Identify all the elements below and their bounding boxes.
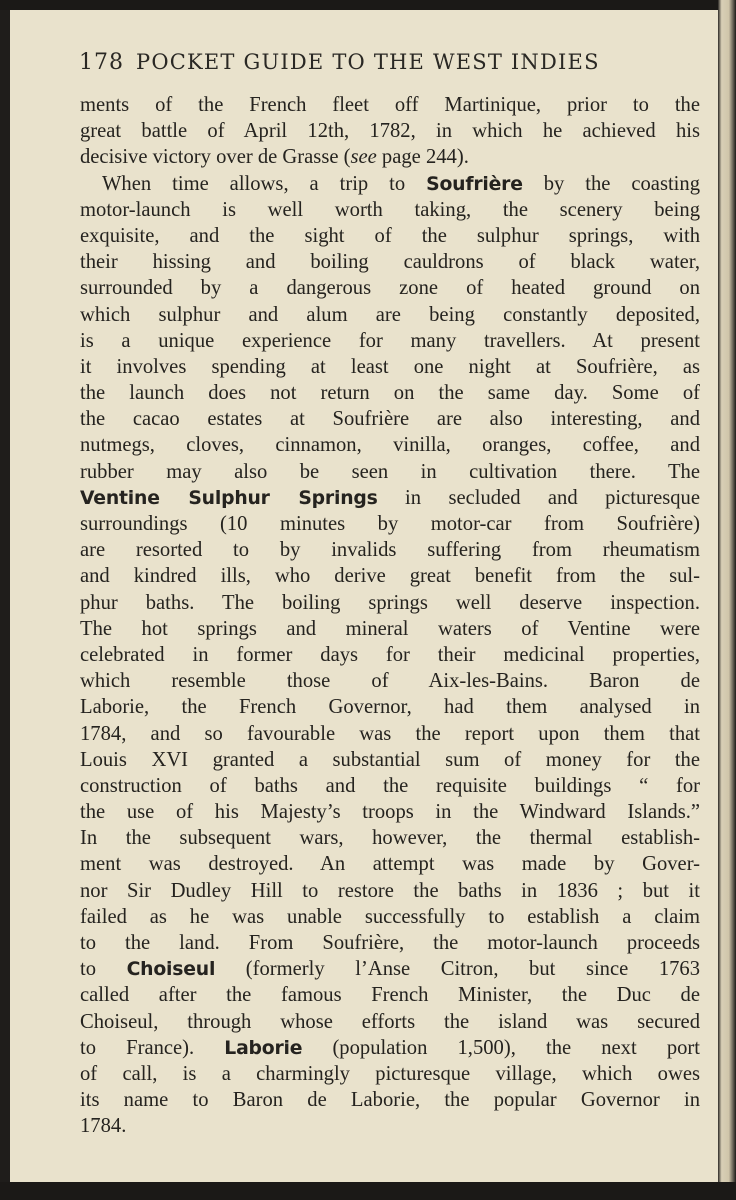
body-text [80, 92, 700, 1140]
text-line: Choiseul, through whose efforts the island was secured [80, 1010, 700, 1033]
running-title: POCKET GUIDE TO THE WEST INDIES [136, 50, 600, 74]
text-line: celebrated in former days for their medicinal properties, [80, 643, 700, 666]
text-line: the launch does not return on the same day. Some of [80, 382, 700, 405]
text-line: failed as he was unable successfully to establish a claim [80, 905, 700, 928]
text-line: their hissing and boiling cauldrons of black water, [80, 251, 700, 274]
text-line: When time allows, a trip to Soufrière by the coasting [102, 172, 700, 195]
text-line: to Choiseul (formerly l’Anse Citron, but since 1763 [80, 958, 701, 981]
text-line: nutmegs, cloves, cinnamon, vinilla, oranges, coffee, and [80, 434, 700, 457]
running-header [79, 50, 700, 75]
text-line: ments of the French fleet off Martinique, prior to the [80, 94, 700, 116]
text-line: Ventine Sulphur Springs in secluded and picturesque [80, 486, 700, 509]
text-line: In the subsequent wars, however, the thermal establish- [80, 827, 700, 850]
text-line: Laborie, the French Governor, had them analysed in [80, 696, 700, 719]
text-line: the use of his Majesty’s troops in the Windward Islands.” [80, 801, 700, 824]
text-line: great battle of April 12th, 1782, in which he achieved his [80, 120, 700, 143]
bold-place-name: Choiseul [126, 959, 216, 981]
text-line: nor Sir Dudley Hill to restore the baths in 1836 ; but it [80, 879, 700, 902]
text-line: surrounded by a dangerous zone of heated ground on [80, 277, 700, 300]
text-line: the cacao estates at Soufrière are also interesting, and [80, 408, 700, 431]
bold-place-name: Soufrière [426, 173, 523, 195]
text-line: decisive victory over de Grasse (see page 244). [80, 146, 469, 169]
text-line: Louis XVI granted a substantial sum of money for the [80, 748, 700, 771]
top-edge [0, 0, 736, 10]
bottom-edge [0, 1182, 736, 1200]
bold-place-name: Laborie [224, 1037, 303, 1059]
text-line: which sulphur and alum are being constantly deposited, [80, 303, 700, 326]
text-line: its name to Baron de Laborie, the popular Governor in [80, 1089, 700, 1112]
page-edge-right [718, 0, 736, 1200]
text-line: is a unique experience for many travellers. At present [80, 329, 700, 352]
text-line: surroundings (10 minutes by motor-car from Soufrière) [80, 513, 700, 535]
text-line: exquisite, and the sight of the sulphur springs, with [80, 224, 700, 247]
text-line: motor-launch is well worth taking, the scenery being [80, 198, 700, 221]
text-line: to France). Laborie (population 1,500), the next port [80, 1036, 700, 1059]
text-line: 1784. [80, 1115, 127, 1138]
text-line: and kindred ills, who derive great benefit from the sul- [80, 565, 700, 588]
text-line: phur baths. The boiling springs well deserve inspection. [80, 591, 700, 614]
text-line: construction of baths and the requisite buildings “ for [80, 774, 700, 797]
text-line: are resorted to by invalids suffering from rheumatism [80, 539, 700, 562]
text-line: The hot springs and mineral waters of Ventine were [80, 617, 700, 640]
text-line: which resemble those of Aix-les-Bains. Baron de [80, 670, 700, 693]
text-line: called after the famous French Minister, the Duc de [80, 984, 700, 1007]
text-line: of call, is a charmingly picturesque village, which owes [80, 1062, 700, 1085]
text-line: it involves spending at least one night at Soufrière, as [80, 355, 700, 378]
text-line: ment was destroyed. An attempt was made by Gover- [80, 853, 700, 876]
text-line: 1784, and so favourable was the report upon them that [80, 722, 700, 745]
text-line: to the land. From Soufrière, the motor-launch proceeds [80, 932, 700, 954]
page-number: 178 [79, 50, 124, 75]
text-line: rubber may also be seen in cultivation there. The [80, 460, 700, 483]
italic-text: see [350, 146, 377, 169]
bold-place-name: Ventine Sulphur Springs [80, 487, 378, 509]
